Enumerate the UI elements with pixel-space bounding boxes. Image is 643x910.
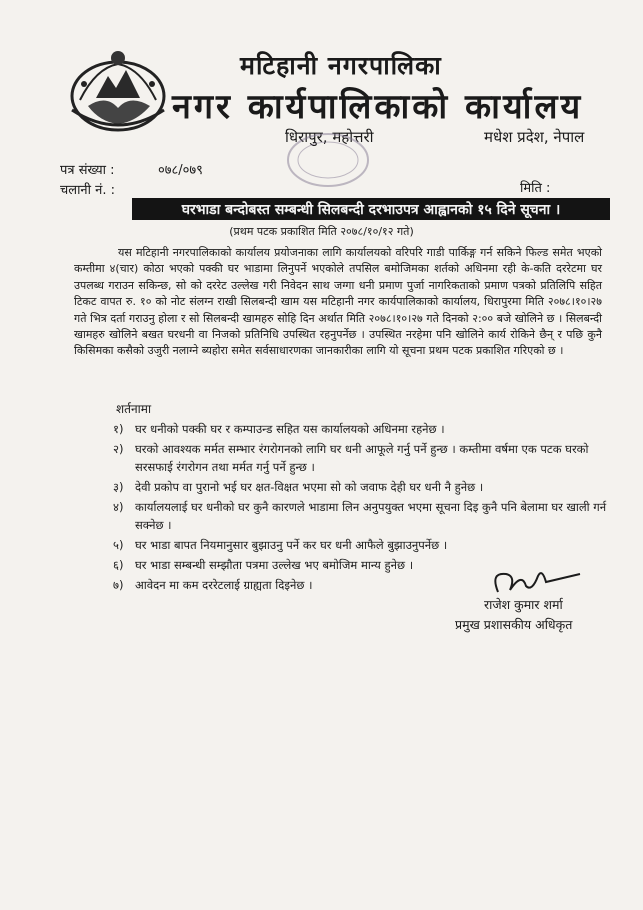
term-number: १) xyxy=(113,422,124,436)
nepal-emblem-icon xyxy=(66,44,170,136)
notice-title: घरभाडा बन्दोबस्त सम्बन्धी सिलबन्दी दरभाउपत्र आह्वानको १५ दिने सूचना । xyxy=(181,201,561,218)
notice-body: यस मटिहानी नगरपालिकाको कार्यालय प्रयोजनाका लागि कार्यालयको वरिपरि गाडी पार्किङ्ग गर्न सकिने फिल्ड समेत भएको कम्तीमा ४(चार) कोठा भएको पक्की घर भाडामा लिनुपर्ने भएकोले तपसिल बमोजिमका शर्तको अधिनमा रही के-कति दररेटमा घर उपलब्ध गराउन सकिन्छ, सो को दररेट उल्लेख गरी निवेदन साथ जग्गा धनी प्रमाण पुर्जा नागरिकताको प्रमाण पत्रको प्रतिलिपि सहित टिकट वापत रु. १० को नोट संलग्न राखी सिलबन्दी खाम यस मटिहानी नगर कार्यपालिकाको कार्यालय, धिरापुरमा मिति २०७८।१०।२७ गते भित्र दर्ता गराउनु होला र सो सिलबन्दी खामहरु सोहि दिन अर्थात मिति २०७८।१०।२७ गते दिनको २:०० बजे खोलिने छ । सिलबन्दी खामहरु खोलिने बखत घरधनी वा निजको प्रतिनिधि उपस्थित रहनुपर्नेछ । उपस्थित नरहेमा पनि खोलिने कार्य रोकिने छैन् र पछि कुनै किसिमका कसैको उजुरी नलाग्ने ब्यहोरा समेत सर्वसाधारणका जानकारीका लागि यो सूचना प्रथम पटक प्रकाशित गरिएको छ । xyxy=(74,246,602,358)
term-number: २) xyxy=(113,442,124,456)
notice-subtitle: (प्रथम पटक प्रकाशित मिति २०७८/१०/१२ गते) xyxy=(229,225,414,238)
list-item xyxy=(113,420,617,438)
list-item xyxy=(113,478,617,496)
term-text: कार्यालयलाई घर धनीको घर कुनै कारणले भाडामा लिन अनुपयुक्त भएमा सूचना दिइ कुनै पनि बेलामा घर खाली गर्न सक्नेछ । xyxy=(135,500,607,532)
term-number: ७) xyxy=(113,578,124,592)
term-text: घरको आवश्यक मर्मत सम्भार रंगरोगनको लागि घर धनी आफूले गर्नु पर्ने हुन्छ । कम्तीमा वर्षमा एक पटक घरको सरसफाई रंगरोगन तथा मर्मत गर्नु पर्ने हुन्छ । xyxy=(135,442,589,474)
address-left: धिरापुर, महोत्तरी xyxy=(285,128,374,146)
term-text: घर भाडा बापत नियमानुसार बुझाउनु पर्ने कर घर धनी आफैले बुझाउनुपर्नेछ । xyxy=(135,538,448,552)
office-stamp-icon xyxy=(280,130,376,190)
notice-title-banner xyxy=(132,198,610,220)
office-name: नगर कार्यपालिकाको कार्यालय xyxy=(172,87,584,127)
term-text: आवेदन मा कम दररेटलाई ग्राह्यता दिइनेछ । xyxy=(135,578,313,592)
patra-value: ०७८/०७९ xyxy=(158,163,203,178)
term-text: घर भाडा सम्बन्धी सम्झौता पत्रमा उल्लेख भए बमोजिम मान्य हुनेछ । xyxy=(135,558,414,572)
signatory-designation: प्रमुख प्रशासकीय अधिकृत xyxy=(455,617,573,632)
chalani-label: चलानी नं. : xyxy=(60,183,116,198)
list-item xyxy=(113,440,617,476)
terms-title: शर्तनामा xyxy=(116,402,152,416)
term-text: घर धनीको पक्की घर र कम्पाउन्ड सहित यस कार्यालयको अधिनमा रहनेछ । xyxy=(135,422,445,436)
term-number: ६) xyxy=(113,558,124,572)
miti-label: मिति : xyxy=(520,181,551,196)
patra-label: पत्र संख्या : xyxy=(60,163,115,178)
municipality-name: मटिहानी नगरपालिका xyxy=(240,51,442,80)
term-number: ३) xyxy=(113,480,124,494)
term-number: ४) xyxy=(113,500,124,514)
list-item xyxy=(113,536,617,554)
signatory-name: राजेश कुमार शर्मा xyxy=(484,597,563,612)
term-text: देवी प्रकोप वा पुरानो भई घर क्षत-विक्षत भएमा सो को जवाफ देही घर धनी नै हुनेछ । xyxy=(135,480,484,494)
term-number: ५) xyxy=(113,538,124,552)
address-right: मधेश प्रदेश, नेपाल xyxy=(484,128,585,146)
list-item xyxy=(113,498,617,534)
